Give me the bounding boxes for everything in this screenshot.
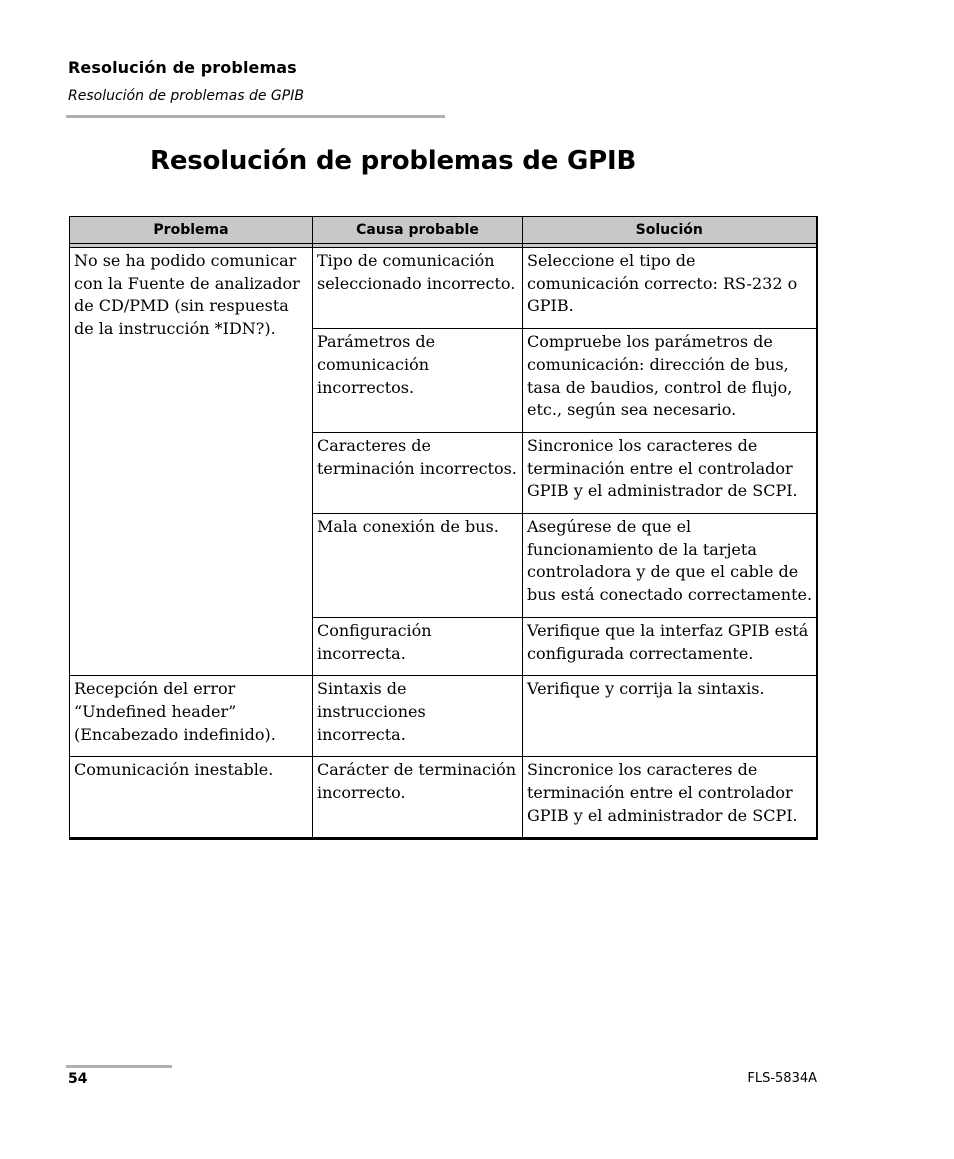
cause-cell: Mala conexión de bus. [313,514,523,618]
solution-cell: Sincronice los caracteres de terminación entre el controlador GPIB y el administrador de SCPI. [523,432,817,513]
cause-cell: Carácter de terminación incorrecto. [313,757,523,839]
column-header-cause: Causa probable [313,217,523,244]
document-code: FLS-5834A [747,1071,817,1086]
cause-cell: Tipo de comunicación seleccionado incorrecto. [313,248,523,329]
cause-cell: Parámetros de comunicación incorrectos. [313,329,523,433]
running-header-subsection: Resolución de problemas de GPIB [68,88,304,104]
solution-cell: Asegúrese de que el funcionamiento de la tarjeta controladora y de que el cable de bus está conectado correctamente. [523,514,817,618]
page-title: Resolución de problemas de GPIB [150,146,637,176]
solution-cell: Sincronice los caracteres de terminación entre el controlador GPIB y el administrador de SCPI. [523,757,817,839]
column-header-solution: Solución [523,217,817,244]
solution-cell: Seleccione el tipo de comunicación correcto: RS-232 o GPIB. [523,248,817,329]
troubleshooting-table [69,216,818,840]
problem-cell: Comunicación inestable. [70,757,313,839]
solution-cell: Verifique y corrija la sintaxis. [523,676,817,757]
solution-cell: Verifique que la interfaz GPIB está configurada correctamente. [523,617,817,675]
solution-cell: Compruebe los parámetros de comunicación: dirección de bus, tasa de baudios, control de flujo, etc., según sea necesario. [523,329,817,433]
cause-cell: Caracteres de terminación incorrectos. [313,432,523,513]
table-row [70,676,817,757]
table-row [70,248,817,329]
cause-cell: Sintaxis de instrucciones incorrecta. [313,676,523,757]
cause-cell: Configuración incorrecta. [313,617,523,675]
problem-cell: No se ha podido comunicar con la Fuente de analizador de CD/PMD (sin respuesta de la instrucción *IDN?). [70,248,313,676]
header-divider [66,115,445,118]
page-number: 54 [68,1071,88,1087]
footer-divider [66,1065,172,1068]
table-header-row [70,217,817,244]
column-header-problem: Problema [70,217,313,244]
troubleshooting-table-container [69,216,818,840]
running-header-section: Resolución de problemas [68,58,297,77]
problem-cell: Recepción del error “Undefined header” (Encabezado indefinido). [70,676,313,757]
table-row [70,757,817,839]
